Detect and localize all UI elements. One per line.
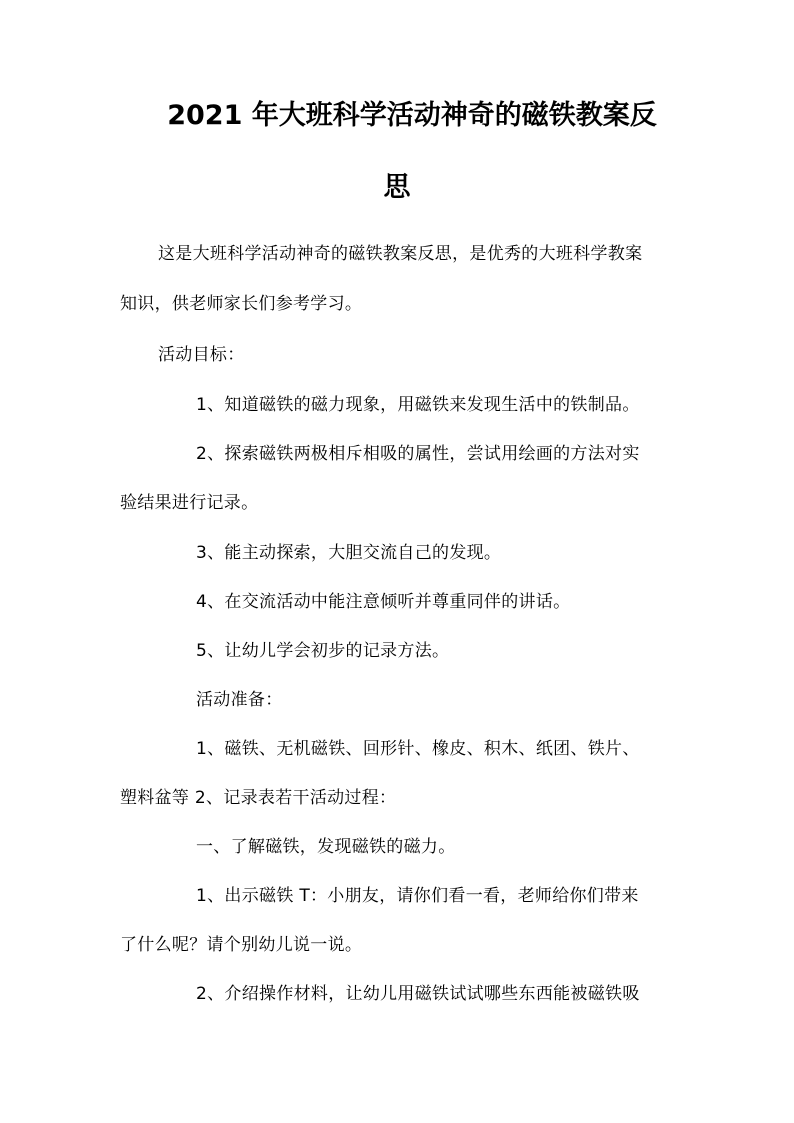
preparation-item-line-2: 塑料盆等 2、记录表若干活动过程：	[120, 788, 397, 808]
goal-item-2-line-1: 2、探索磁铁两极相斥相吸的属性，尝试用绘画的方法对实	[196, 444, 640, 464]
process-step-1-heading: 一、了解磁铁，发现磁铁的磁力。	[196, 837, 456, 857]
intro-paragraph-line-1: 这是大班科学活动神奇的磁铁教案反思，是优秀的大班科学教案	[158, 244, 643, 264]
goal-item-1: 1、知道磁铁的磁力现象，用磁铁来发现生活中的铁制品。	[196, 395, 640, 415]
section-heading-goals: 活动目标：	[158, 345, 245, 365]
goal-item-4: 4、在交流活动中能注意倾听并尊重同伴的讲话。	[196, 592, 571, 612]
intro-paragraph-line-2: 知识，供老师家长们参考学习。	[120, 294, 363, 314]
process-step-1-item-1-line-2: 了什么呢？请个别幼儿说一说。	[120, 935, 363, 955]
section-heading-preparation: 活动准备：	[196, 690, 283, 710]
process-step-1-item-1-line-1: 1、出示磁铁 T：小朋友，请你们看一看，老师给你们带来	[196, 886, 639, 906]
process-step-1-item-2-line-1: 2、介绍操作材料，让幼儿用磁铁试试哪些东西能被磁铁吸	[196, 984, 640, 1004]
goal-item-5: 5、让幼儿学会初步的记录方法。	[196, 641, 450, 661]
preparation-item-line-1: 1、磁铁、无机磁铁、回形针、橡皮、积木、纸团、铁片、	[196, 739, 640, 759]
goal-item-2-line-2: 验结果进行记录。	[120, 493, 259, 513]
document-title-line-2: 思	[383, 172, 411, 203]
goal-item-3: 3、能主动探索，大胆交流自己的发现。	[196, 543, 502, 563]
document-title-line-1: 2021 年大班科学活动神奇的磁铁教案反	[167, 100, 657, 131]
